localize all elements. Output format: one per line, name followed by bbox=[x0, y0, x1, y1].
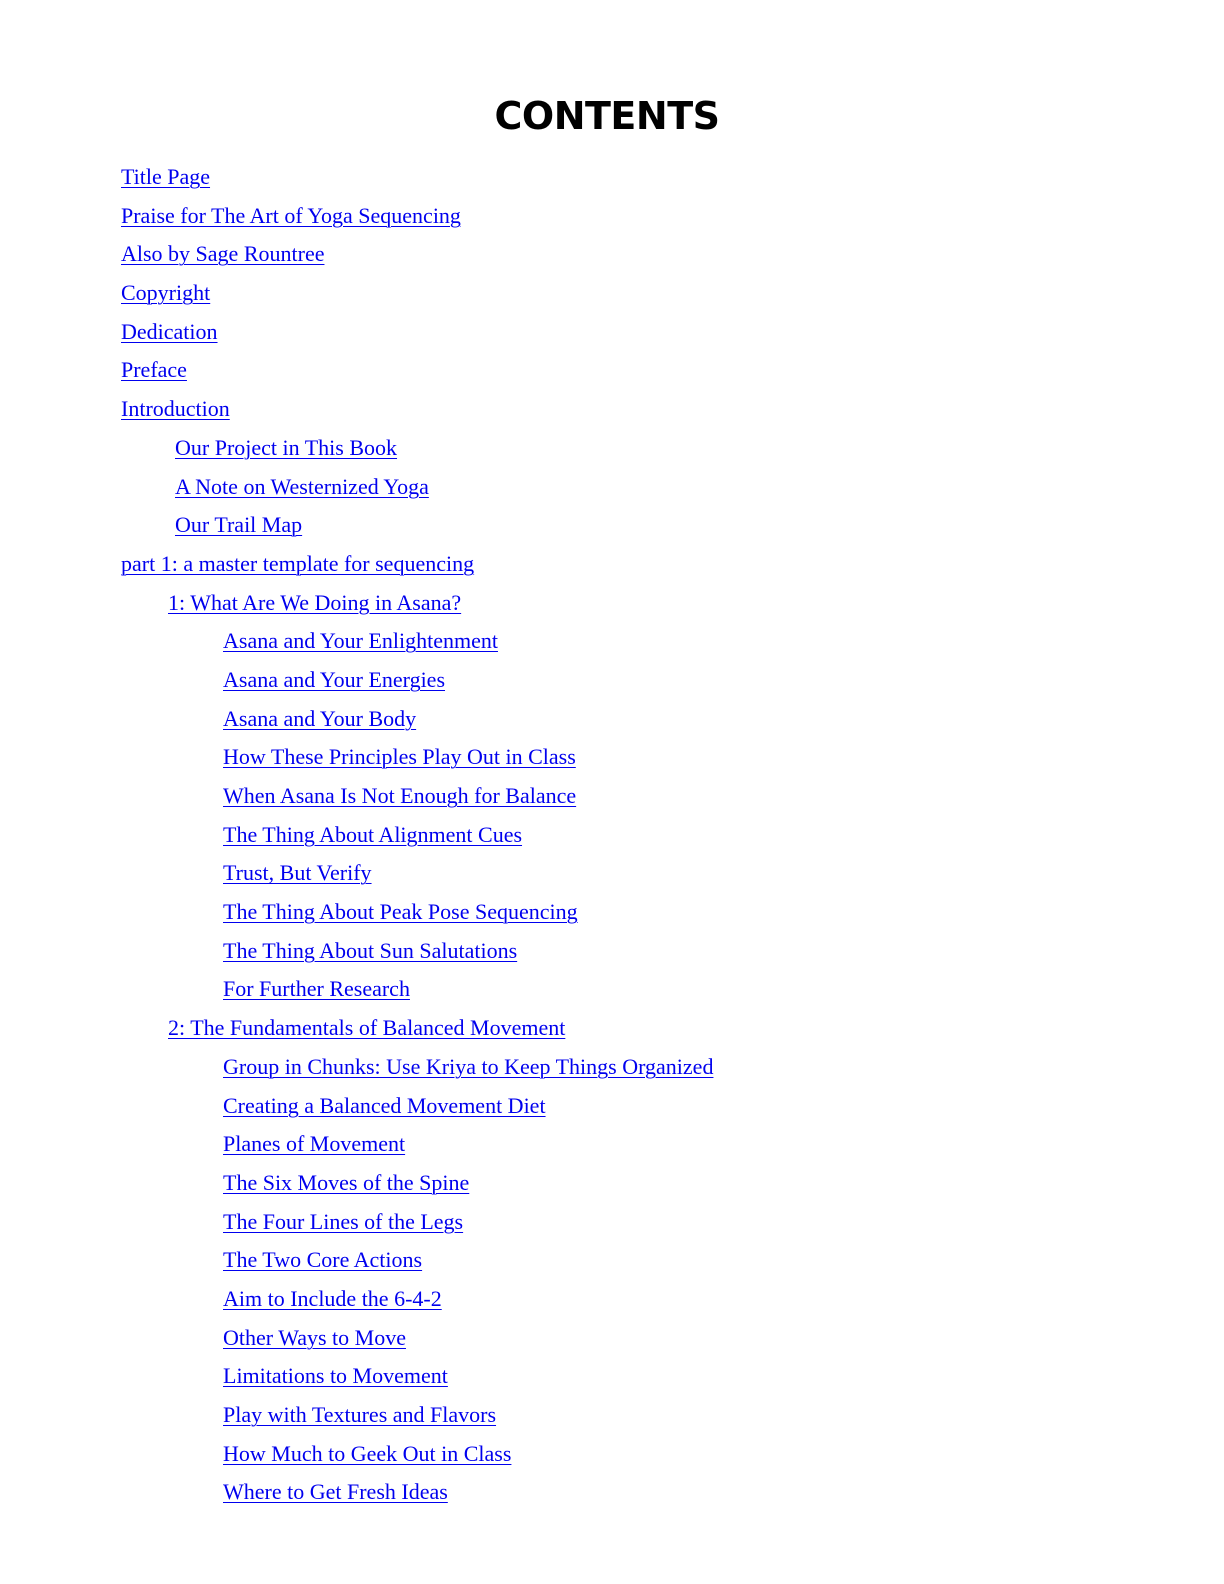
toc-link-preface[interactable]: Preface bbox=[121, 357, 187, 383]
toc-entry bbox=[0, 1009, 1224, 1048]
toc-entry bbox=[0, 429, 1224, 468]
toc-entry bbox=[0, 854, 1224, 893]
toc-link-our-project[interactable]: Our Project in This Book bbox=[175, 434, 398, 460]
toc-entry bbox=[0, 235, 1224, 274]
toc-entry bbox=[0, 1087, 1224, 1126]
toc-link-two-core[interactable]: The Two Core Actions bbox=[223, 1247, 423, 1273]
toc-link-westernized-yoga[interactable]: A Note on Westernized Yoga bbox=[175, 473, 429, 499]
toc-link-planes-movement[interactable]: Planes of Movement bbox=[223, 1131, 406, 1157]
toc-entry bbox=[0, 390, 1224, 429]
toc-entry bbox=[0, 1164, 1224, 1203]
toc-link-movement-diet[interactable]: Creating a Balanced Movement Diet bbox=[223, 1092, 546, 1118]
toc-entry bbox=[0, 816, 1224, 855]
toc-entry bbox=[0, 1048, 1224, 1087]
toc-link-dedication[interactable]: Dedication bbox=[121, 318, 218, 344]
table-of-contents bbox=[0, 158, 1224, 1512]
toc-entry bbox=[0, 932, 1224, 971]
toc-link-asana-energies[interactable]: Asana and Your Energies bbox=[223, 666, 446, 692]
toc-entry bbox=[0, 274, 1224, 313]
toc-link-textures-flavors[interactable]: Play with Textures and Flavors bbox=[223, 1402, 497, 1427]
toc-link-trust-verify[interactable]: Trust, But Verify bbox=[223, 860, 372, 886]
toc-entry bbox=[0, 158, 1224, 197]
toc-entry bbox=[0, 622, 1224, 661]
toc-entry bbox=[0, 351, 1224, 390]
toc-entry bbox=[0, 1280, 1224, 1319]
toc-entry bbox=[0, 893, 1224, 932]
page-title: CONTENTS bbox=[494, 94, 720, 138]
toc-link-principles-class[interactable]: How These Principles Play Out in Class bbox=[223, 744, 576, 770]
toc-link-geek-out[interactable]: How Much to Geek Out in Class bbox=[223, 1440, 512, 1466]
toc-entry bbox=[0, 197, 1224, 236]
toc-link-further-research[interactable]: For Further Research bbox=[223, 976, 410, 1002]
toc-link-praise[interactable]: Praise for The Art of Yoga Sequencing bbox=[121, 202, 461, 228]
toc-entry bbox=[0, 1473, 1224, 1512]
toc-entry bbox=[0, 468, 1224, 507]
toc-entry bbox=[0, 1435, 1224, 1474]
toc-entry bbox=[0, 661, 1224, 700]
toc-link-peak-pose[interactable]: The Thing About Peak Pose Sequencing bbox=[223, 899, 578, 925]
toc-link-chapter-2[interactable]: 2: The Fundamentals of Balanced Movement bbox=[168, 1015, 566, 1041]
toc-link-sun-salutations[interactable]: The Thing About Sun Salutations bbox=[223, 937, 518, 963]
toc-link-trail-map[interactable]: Our Trail Map bbox=[175, 512, 303, 538]
toc-link-title-page[interactable]: Title Page bbox=[121, 164, 211, 189]
toc-entry bbox=[0, 738, 1224, 777]
toc-entry bbox=[0, 700, 1224, 739]
toc-link-alignment-cues[interactable]: The Thing About Alignment Cues bbox=[223, 821, 523, 847]
toc-link-chapter-1[interactable]: 1: What Are We Doing in Asana? bbox=[168, 589, 462, 615]
toc-link-aim-6-4-2[interactable]: Aim to Include the 6-4-2 bbox=[223, 1285, 442, 1311]
toc-entry bbox=[0, 1396, 1224, 1435]
toc-entry bbox=[0, 1125, 1224, 1164]
toc-link-four-lines[interactable]: The Four Lines of the Legs bbox=[223, 1208, 464, 1234]
toc-link-not-enough[interactable]: When Asana Is Not Enough for Balance bbox=[223, 783, 577, 808]
toc-link-fresh-ideas[interactable]: Where to Get Fresh Ideas bbox=[223, 1479, 448, 1505]
toc-entry bbox=[0, 313, 1224, 352]
toc-link-also-by[interactable]: Also by Sage Rountree bbox=[121, 241, 325, 267]
toc-link-introduction[interactable]: Introduction bbox=[121, 396, 230, 422]
toc-link-copyright[interactable]: Copyright bbox=[121, 280, 211, 306]
toc-entry bbox=[0, 545, 1224, 584]
toc-link-asana-body[interactable]: Asana and Your Body bbox=[223, 705, 417, 731]
toc-entry bbox=[0, 584, 1224, 623]
toc-link-other-ways[interactable]: Other Ways to Move bbox=[223, 1324, 406, 1350]
toc-link-group-chunks[interactable]: Group in Chunks: Use Kriya to Keep Things Organized bbox=[223, 1053, 714, 1079]
toc-link-part-1[interactable]: part 1: a master template for sequencing bbox=[121, 550, 475, 576]
toc-entry bbox=[0, 1319, 1224, 1358]
toc-entry bbox=[0, 970, 1224, 1009]
toc-entry bbox=[0, 1203, 1224, 1242]
toc-entry bbox=[0, 506, 1224, 545]
toc-link-asana-enlightenment[interactable]: Asana and Your Enlightenment bbox=[223, 628, 498, 654]
toc-entry bbox=[0, 1241, 1224, 1280]
toc-link-limitations[interactable]: Limitations to Movement bbox=[223, 1363, 448, 1389]
toc-entry bbox=[0, 1357, 1224, 1396]
toc-link-six-moves[interactable]: The Six Moves of the Spine bbox=[223, 1169, 470, 1195]
toc-entry bbox=[0, 777, 1224, 816]
